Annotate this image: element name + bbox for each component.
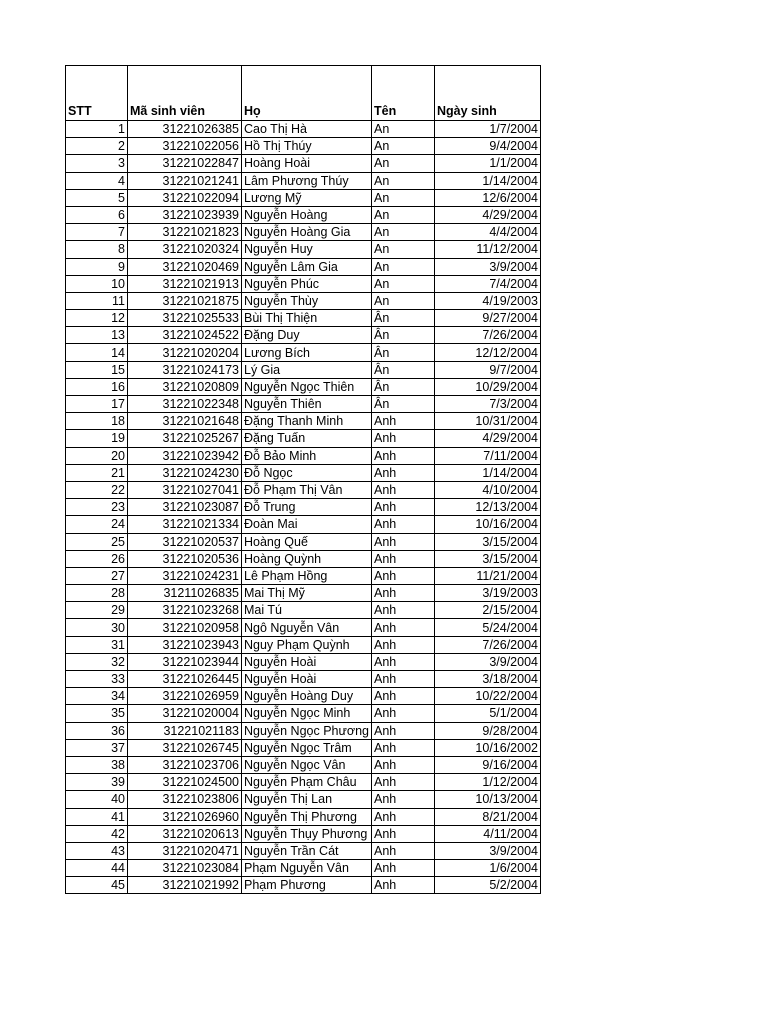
cell-birth-date[interactable]: 7/26/2004 [434, 327, 540, 344]
cell-birth-date[interactable]: 9/7/2004 [434, 361, 540, 378]
cell-first-name[interactable]: Anh [371, 636, 434, 653]
cell-stt[interactable]: 20 [66, 447, 128, 464]
cell-last-name[interactable]: Nguyễn Ngọc Trâm [242, 739, 372, 756]
cell-student-id[interactable]: 31221027041 [128, 481, 242, 498]
cell-birth-date[interactable]: 1/1/2004 [434, 155, 540, 172]
cell-student-id[interactable]: 31221020204 [128, 344, 242, 361]
cell-last-name[interactable]: Đỗ Trung [242, 499, 372, 516]
cell-first-name[interactable]: Anh [371, 791, 434, 808]
cell-first-name[interactable]: Ân [371, 327, 434, 344]
cell-student-id[interactable]: 31221025533 [128, 310, 242, 327]
cell-birth-date[interactable]: 4/29/2004 [434, 430, 540, 447]
cell-first-name[interactable]: An [371, 172, 434, 189]
cell-first-name[interactable]: Ân [371, 310, 434, 327]
table-row [66, 671, 541, 688]
cell-student-id[interactable]: 31221020537 [128, 533, 242, 550]
cell-birth-date[interactable]: 9/4/2004 [434, 138, 540, 155]
cell-last-name[interactable]: Nguyễn Huy [242, 241, 372, 258]
cell-student-id[interactable]: 31221026385 [128, 121, 242, 138]
cell-stt[interactable]: 27 [66, 567, 128, 584]
cell-stt[interactable]: 21 [66, 464, 128, 481]
cell-stt[interactable]: 16 [66, 378, 128, 395]
cell-last-name[interactable]: Nguyễn Phạm Châu [242, 774, 372, 791]
cell-first-name[interactable]: Anh [371, 499, 434, 516]
table-row [66, 636, 541, 653]
table-row [66, 533, 541, 550]
cell-first-name[interactable]: Anh [371, 464, 434, 481]
cell-stt[interactable]: 32 [66, 653, 128, 670]
cell-last-name[interactable]: Nguyễn Lâm Gia [242, 258, 372, 275]
cell-first-name[interactable]: An [371, 292, 434, 309]
cell-birth-date[interactable]: 11/21/2004 [434, 567, 540, 584]
cell-first-name[interactable]: Anh [371, 533, 434, 550]
cell-first-name[interactable]: Anh [371, 602, 434, 619]
table-row [66, 275, 541, 292]
cell-student-id[interactable]: 31221026960 [128, 808, 242, 825]
table-row [66, 860, 541, 877]
cell-student-id[interactable]: 31221020471 [128, 842, 242, 859]
cell-birth-date[interactable]: 10/31/2004 [434, 413, 540, 430]
cell-birth-date[interactable]: 5/24/2004 [434, 619, 540, 636]
cell-student-id[interactable]: 31221021334 [128, 516, 242, 533]
cell-first-name[interactable]: Anh [371, 825, 434, 842]
table-row [66, 327, 541, 344]
table-row [66, 464, 541, 481]
student-table [65, 65, 541, 894]
cell-birth-date[interactable]: 7/3/2004 [434, 396, 540, 413]
cell-stt[interactable]: 38 [66, 756, 128, 773]
cell-first-name[interactable]: Anh [371, 413, 434, 430]
table-row [66, 430, 541, 447]
cell-first-name[interactable]: An [371, 258, 434, 275]
table-row [66, 602, 541, 619]
cell-stt[interactable]: 33 [66, 671, 128, 688]
cell-student-id[interactable]: 31221026745 [128, 739, 242, 756]
cell-stt[interactable]: 23 [66, 499, 128, 516]
table-row [66, 516, 541, 533]
cell-stt[interactable]: 24 [66, 516, 128, 533]
table-row [66, 172, 541, 189]
table-row [66, 361, 541, 378]
cell-birth-date[interactable]: 3/18/2004 [434, 671, 540, 688]
cell-last-name[interactable]: Nguyễn Hoàng Duy [242, 688, 372, 705]
cell-student-id[interactable]: 31221023943 [128, 636, 242, 653]
table-row [66, 653, 541, 670]
header-stt[interactable]: STT [66, 66, 128, 121]
cell-student-id[interactable]: 31221026959 [128, 688, 242, 705]
cell-first-name[interactable]: Anh [371, 550, 434, 567]
cell-last-name[interactable]: Phạm Phương [242, 877, 372, 894]
header-student-id[interactable]: Mã sinh viên [128, 66, 242, 121]
cell-last-name[interactable]: Đặng Duy [242, 327, 372, 344]
cell-student-id[interactable]: 31221026445 [128, 671, 242, 688]
cell-last-name[interactable]: Lương Bích [242, 344, 372, 361]
cell-birth-date[interactable]: 3/9/2004 [434, 842, 540, 859]
cell-first-name[interactable]: Anh [371, 877, 434, 894]
cell-last-name[interactable]: Nguyễn Hoài [242, 671, 372, 688]
cell-first-name[interactable]: Anh [371, 481, 434, 498]
cell-student-id[interactable]: 31221020536 [128, 550, 242, 567]
cell-student-id[interactable]: 31221021875 [128, 292, 242, 309]
table-row [66, 722, 541, 739]
cell-first-name[interactable]: An [371, 206, 434, 223]
cell-student-id[interactable]: 31221021823 [128, 224, 242, 241]
cell-last-name[interactable]: Đoàn Mai [242, 516, 372, 533]
cell-student-id[interactable]: 31221024231 [128, 567, 242, 584]
header-row [66, 66, 541, 121]
cell-student-id[interactable]: 31221023939 [128, 206, 242, 223]
cell-stt[interactable]: 15 [66, 361, 128, 378]
cell-last-name[interactable]: Hồ Thị Thúy [242, 138, 372, 155]
cell-stt[interactable]: 14 [66, 344, 128, 361]
cell-stt[interactable]: 29 [66, 602, 128, 619]
cell-birth-date[interactable]: 1/12/2004 [434, 774, 540, 791]
cell-stt[interactable]: 4 [66, 172, 128, 189]
cell-birth-date[interactable]: 4/4/2004 [434, 224, 540, 241]
cell-last-name[interactable]: Bùi Thị Thiện [242, 310, 372, 327]
table-row [66, 842, 541, 859]
table-row [66, 705, 541, 722]
cell-birth-date[interactable]: 4/11/2004 [434, 825, 540, 842]
cell-stt[interactable]: 36 [66, 722, 128, 739]
table-row [66, 447, 541, 464]
cell-birth-date[interactable]: 12/13/2004 [434, 499, 540, 516]
cell-last-name[interactable]: Nguyễn Thị Phương [242, 808, 372, 825]
cell-stt[interactable]: 22 [66, 481, 128, 498]
cell-last-name[interactable]: Đặng Tuấn [242, 430, 372, 447]
cell-stt[interactable]: 6 [66, 206, 128, 223]
cell-birth-date[interactable]: 3/9/2004 [434, 258, 540, 275]
table-row [66, 344, 541, 361]
cell-student-id[interactable]: 31221023944 [128, 653, 242, 670]
table-row [66, 808, 541, 825]
table-row [66, 310, 541, 327]
cell-last-name[interactable]: Nguyễn Thùy [242, 292, 372, 309]
cell-student-id[interactable]: 31221020004 [128, 705, 242, 722]
cell-birth-date[interactable]: 1/6/2004 [434, 860, 540, 877]
cell-last-name[interactable]: Mai Tú [242, 602, 372, 619]
cell-student-id[interactable]: 31221024230 [128, 464, 242, 481]
cell-first-name[interactable]: An [371, 224, 434, 241]
cell-birth-date[interactable]: 5/2/2004 [434, 877, 540, 894]
cell-birth-date[interactable]: 3/9/2004 [434, 653, 540, 670]
cell-birth-date[interactable]: 1/14/2004 [434, 464, 540, 481]
cell-first-name[interactable]: Anh [371, 688, 434, 705]
cell-student-id[interactable]: 31221022348 [128, 396, 242, 413]
cell-last-name[interactable]: Nguyễn Ngọc Vân [242, 756, 372, 773]
cell-birth-date[interactable]: 1/7/2004 [434, 121, 540, 138]
cell-student-id[interactable]: 31221023806 [128, 791, 242, 808]
cell-last-name[interactable]: Nguyễn Thụy Phương [242, 825, 372, 842]
cell-birth-date[interactable]: 4/19/2003 [434, 292, 540, 309]
table-row [66, 499, 541, 516]
cell-birth-date[interactable]: 10/16/2004 [434, 516, 540, 533]
cell-student-id[interactable]: 31221023084 [128, 860, 242, 877]
cell-last-name[interactable]: Lâm Phương Thúy [242, 172, 372, 189]
cell-last-name[interactable]: Lê Phạm Hồng [242, 567, 372, 584]
cell-first-name[interactable]: Ân [371, 396, 434, 413]
cell-birth-date[interactable]: 7/26/2004 [434, 636, 540, 653]
cell-stt[interactable]: 8 [66, 241, 128, 258]
table-row [66, 189, 541, 206]
cell-first-name[interactable]: Ân [371, 378, 434, 395]
cell-last-name[interactable]: Nguyễn Ngọc Thiên [242, 378, 372, 395]
cell-birth-date[interactable]: 3/19/2003 [434, 585, 540, 602]
cell-last-name[interactable]: Nguyễn Thị Lan [242, 791, 372, 808]
cell-birth-date[interactable]: 8/21/2004 [434, 808, 540, 825]
cell-first-name[interactable]: An [371, 275, 434, 292]
table-row [66, 292, 541, 309]
cell-birth-date[interactable]: 9/28/2004 [434, 722, 540, 739]
cell-birth-date[interactable]: 12/12/2004 [434, 344, 540, 361]
cell-student-id[interactable]: 31221022056 [128, 138, 242, 155]
cell-first-name[interactable]: An [371, 189, 434, 206]
cell-birth-date[interactable]: 12/6/2004 [434, 189, 540, 206]
cell-last-name[interactable]: Nguyễn Hoàng Gia [242, 224, 372, 241]
cell-first-name[interactable]: An [371, 241, 434, 258]
cell-stt[interactable]: 41 [66, 808, 128, 825]
table-row [66, 756, 541, 773]
cell-stt[interactable]: 45 [66, 877, 128, 894]
cell-last-name[interactable]: Hoàng Quế [242, 533, 372, 550]
cell-last-name[interactable]: Nguyễn Hoài [242, 653, 372, 670]
table-row [66, 258, 541, 275]
table-row [66, 550, 541, 567]
table-row [66, 567, 541, 584]
cell-last-name[interactable]: Lý Gia [242, 361, 372, 378]
cell-stt[interactable]: 37 [66, 739, 128, 756]
cell-stt[interactable]: 31 [66, 636, 128, 653]
cell-stt[interactable]: 26 [66, 550, 128, 567]
table-row [66, 877, 541, 894]
cell-birth-date[interactable]: 11/12/2004 [434, 241, 540, 258]
cell-first-name[interactable]: Anh [371, 842, 434, 859]
cell-stt[interactable]: 18 [66, 413, 128, 430]
cell-birth-date[interactable]: 1/14/2004 [434, 172, 540, 189]
cell-student-id[interactable]: 31221021913 [128, 275, 242, 292]
cell-last-name[interactable]: Cao Thị Hà [242, 121, 372, 138]
cell-first-name[interactable]: Anh [371, 430, 434, 447]
cell-first-name[interactable]: Anh [371, 774, 434, 791]
header-birth-date[interactable]: Ngày sinh [434, 66, 540, 121]
cell-stt[interactable]: 19 [66, 430, 128, 447]
cell-first-name[interactable]: Ân [371, 361, 434, 378]
cell-last-name[interactable]: Ngô Nguyễn Vân [242, 619, 372, 636]
table-row [66, 413, 541, 430]
cell-student-id[interactable]: 31221020958 [128, 619, 242, 636]
cell-last-name[interactable]: Lương Mỹ [242, 189, 372, 206]
cell-last-name[interactable]: Phạm Nguyễn Vân [242, 860, 372, 877]
student-table-body [66, 66, 541, 894]
cell-birth-date[interactable]: 7/11/2004 [434, 447, 540, 464]
cell-stt[interactable]: 43 [66, 842, 128, 859]
cell-stt[interactable]: 3 [66, 155, 128, 172]
cell-student-id[interactable]: 31211026835 [128, 585, 242, 602]
cell-last-name[interactable]: Nguy Phạm Quỳnh [242, 636, 372, 653]
cell-last-name[interactable]: Mai Thị Mỹ [242, 585, 372, 602]
cell-first-name[interactable]: An [371, 155, 434, 172]
cell-student-id[interactable]: 31221021992 [128, 877, 242, 894]
cell-stt[interactable]: 11 [66, 292, 128, 309]
cell-student-id[interactable]: 31221021648 [128, 413, 242, 430]
cell-student-id[interactable]: 31221025267 [128, 430, 242, 447]
cell-student-id[interactable]: 31221024173 [128, 361, 242, 378]
cell-stt[interactable]: 12 [66, 310, 128, 327]
cell-student-id[interactable]: 31221020324 [128, 241, 242, 258]
cell-student-id[interactable]: 31221023087 [128, 499, 242, 516]
cell-last-name[interactable]: Đặng Thanh Minh [242, 413, 372, 430]
cell-last-name[interactable]: Nguyễn Thiên [242, 396, 372, 413]
table-row [66, 688, 541, 705]
cell-last-name[interactable]: Hoàng Hoài [242, 155, 372, 172]
cell-birth-date[interactable]: 2/15/2004 [434, 602, 540, 619]
cell-student-id[interactable]: 31221020809 [128, 378, 242, 395]
cell-birth-date[interactable]: 9/27/2004 [434, 310, 540, 327]
cell-first-name[interactable]: Anh [371, 671, 434, 688]
cell-last-name[interactable]: Đỗ Ngọc [242, 464, 372, 481]
cell-student-id[interactable]: 31221020469 [128, 258, 242, 275]
header-last-name[interactable]: Họ [242, 66, 372, 121]
cell-first-name[interactable]: Anh [371, 739, 434, 756]
cell-birth-date[interactable]: 4/10/2004 [434, 481, 540, 498]
table-row [66, 585, 541, 602]
cell-birth-date[interactable]: 7/4/2004 [434, 275, 540, 292]
cell-stt[interactable]: 10 [66, 275, 128, 292]
cell-stt[interactable]: 17 [66, 396, 128, 413]
cell-first-name[interactable]: Anh [371, 447, 434, 464]
cell-birth-date[interactable]: 10/22/2004 [434, 688, 540, 705]
cell-stt[interactable]: 13 [66, 327, 128, 344]
cell-stt[interactable]: 9 [66, 258, 128, 275]
cell-stt[interactable]: 7 [66, 224, 128, 241]
table-row [66, 206, 541, 223]
table-row [66, 155, 541, 172]
cell-birth-date[interactable]: 3/15/2004 [434, 533, 540, 550]
cell-last-name[interactable]: Đỗ Bảo Minh [242, 447, 372, 464]
table-row [66, 481, 541, 498]
cell-first-name[interactable]: Anh [371, 653, 434, 670]
table-row [66, 396, 541, 413]
cell-stt[interactable]: 5 [66, 189, 128, 206]
cell-first-name[interactable]: Anh [371, 516, 434, 533]
cell-student-id[interactable]: 31221021241 [128, 172, 242, 189]
cell-stt[interactable]: 34 [66, 688, 128, 705]
cell-first-name[interactable]: An [371, 121, 434, 138]
table-row [66, 378, 541, 395]
cell-last-name[interactable]: Nguyễn Trần Cát [242, 842, 372, 859]
cell-stt[interactable]: 2 [66, 138, 128, 155]
header-first-name[interactable]: Tên [371, 66, 434, 121]
cell-last-name[interactable]: Nguyễn Phúc [242, 275, 372, 292]
cell-first-name[interactable]: Ân [371, 344, 434, 361]
cell-birth-date[interactable]: 10/29/2004 [434, 378, 540, 395]
cell-student-id[interactable]: 31221023706 [128, 756, 242, 773]
cell-first-name[interactable]: Anh [371, 722, 434, 739]
cell-stt[interactable]: 44 [66, 860, 128, 877]
cell-last-name[interactable]: Nguyễn Ngọc Phương [242, 722, 372, 739]
cell-birth-date[interactable]: 5/1/2004 [434, 705, 540, 722]
cell-stt[interactable]: 25 [66, 533, 128, 550]
cell-first-name[interactable]: Anh [371, 756, 434, 773]
cell-student-id[interactable]: 31221020613 [128, 825, 242, 842]
cell-student-id[interactable]: 31221023268 [128, 602, 242, 619]
cell-last-name[interactable]: Nguyễn Ngọc Minh [242, 705, 372, 722]
cell-birth-date[interactable]: 4/29/2004 [434, 206, 540, 223]
cell-stt[interactable]: 30 [66, 619, 128, 636]
cell-last-name[interactable]: Nguyễn Hoàng [242, 206, 372, 223]
cell-last-name[interactable]: Hoàng Quỳnh [242, 550, 372, 567]
cell-birth-date[interactable]: 10/16/2002 [434, 739, 540, 756]
table-row [66, 619, 541, 636]
cell-first-name[interactable]: An [371, 138, 434, 155]
cell-stt[interactable]: 39 [66, 774, 128, 791]
cell-student-id[interactable]: 31221023942 [128, 447, 242, 464]
cell-stt[interactable]: 35 [66, 705, 128, 722]
table-row [66, 121, 541, 138]
cell-first-name[interactable]: Anh [371, 567, 434, 584]
cell-stt[interactable]: 28 [66, 585, 128, 602]
cell-stt[interactable]: 40 [66, 791, 128, 808]
cell-birth-date[interactable]: 9/16/2004 [434, 756, 540, 773]
cell-first-name[interactable]: Anh [371, 585, 434, 602]
cell-first-name[interactable]: Anh [371, 808, 434, 825]
cell-first-name[interactable]: Anh [371, 860, 434, 877]
cell-student-id[interactable]: 31221024522 [128, 327, 242, 344]
table-row [66, 224, 541, 241]
table-row [66, 791, 541, 808]
cell-student-id[interactable]: 31221021183 [128, 722, 242, 739]
cell-first-name[interactable]: Anh [371, 619, 434, 636]
table-row [66, 825, 541, 842]
cell-student-id[interactable]: 31221022847 [128, 155, 242, 172]
cell-student-id[interactable]: 31221024500 [128, 774, 242, 791]
table-row [66, 241, 541, 258]
cell-birth-date[interactable]: 10/13/2004 [434, 791, 540, 808]
table-row [66, 739, 541, 756]
cell-stt[interactable]: 1 [66, 121, 128, 138]
cell-last-name[interactable]: Đỗ Phạm Thị Vân [242, 481, 372, 498]
cell-birth-date[interactable]: 3/15/2004 [434, 550, 540, 567]
cell-student-id[interactable]: 31221022094 [128, 189, 242, 206]
cell-first-name[interactable]: Anh [371, 705, 434, 722]
cell-stt[interactable]: 42 [66, 825, 128, 842]
table-row [66, 774, 541, 791]
table-row [66, 138, 541, 155]
